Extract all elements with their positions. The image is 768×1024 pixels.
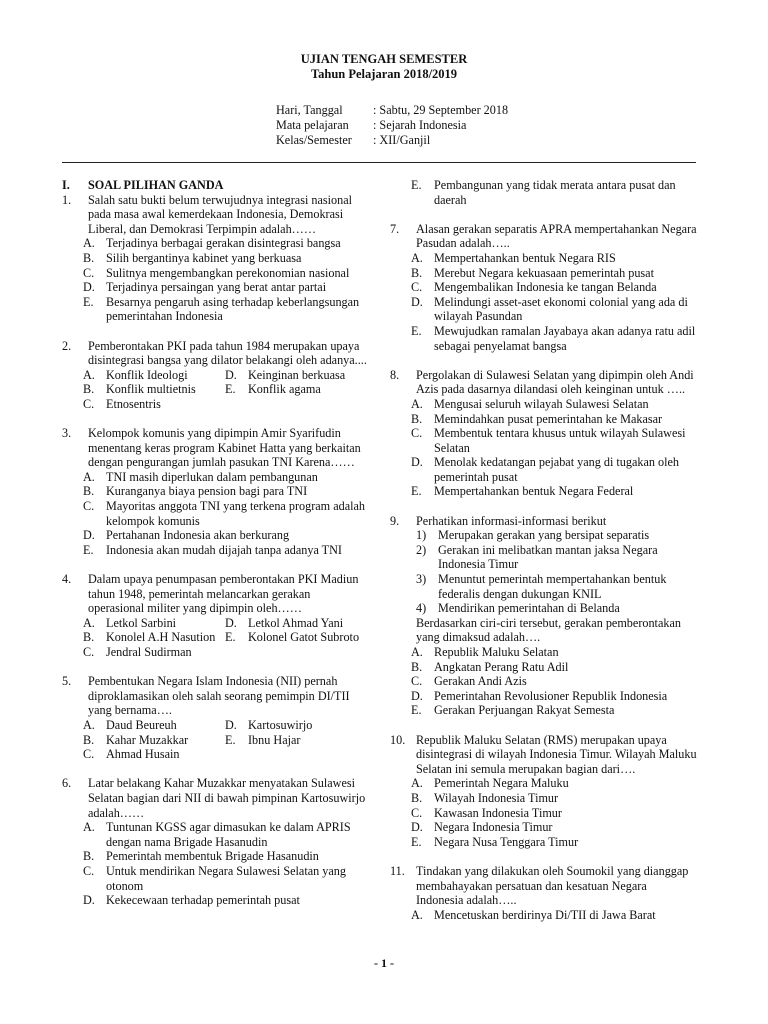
option-text: Pertahanan Indonesia akan berkurang	[106, 528, 290, 543]
question-1	[62, 193, 367, 324]
question-text: Pergolakan di Sulawesi Selatan yang dipimpin oleh Andi Azis pada dasarnya dilandasi oleh keinginan untuk …..	[416, 367, 694, 397]
option-letter: B.	[83, 732, 95, 747]
option-e	[62, 543, 367, 558]
option-a	[83, 368, 225, 383]
option-letter: A.	[411, 396, 423, 411]
option-text: Konflik agama	[248, 382, 321, 397]
option-text: Untuk mendirikan Negara Sulawesi Selatan yang otonom	[106, 863, 346, 893]
option-letter: E.	[411, 834, 422, 849]
statement-text: Merupakan gerakan yang bersipat separatis	[438, 528, 650, 543]
option-d	[62, 528, 367, 543]
option-text: Membentuk tentara khusus untuk wilayah Sulawesi Selatan	[434, 426, 686, 455]
option-text: Konflik multietnis	[106, 382, 196, 397]
option-letter: D.	[411, 820, 423, 835]
option-text: Etnosentris	[106, 396, 161, 411]
option-text: Wilayah Indonesia Timur	[434, 790, 559, 805]
option-a	[390, 908, 697, 923]
question-number: 11.	[390, 863, 405, 878]
option-e	[225, 630, 367, 645]
option-a	[83, 616, 225, 631]
question-text: Pemberontakan PKI pada tahun 1984 merupakan upaya disintegrasi bangsa yang dilator belakangi oleh adanya....	[88, 338, 367, 368]
question-number: 5.	[62, 674, 72, 689]
meta-label: Hari, Tanggal	[276, 103, 343, 117]
option-text: Sulitnya mengembangkan perekonomian nasional	[106, 265, 350, 280]
option-row	[62, 718, 367, 733]
option-letter: D.	[411, 294, 423, 309]
option-d	[390, 295, 697, 324]
option-text: Pembangunan yang tidak merata antara pusat dan daerah	[434, 178, 676, 207]
option-letter: C.	[411, 805, 423, 820]
option-letter: E.	[411, 703, 422, 718]
option-letter: D.	[225, 367, 237, 382]
question-number: 4.	[62, 572, 72, 587]
option-text: Kekecewaan terhadap pemerintah pusat	[106, 893, 300, 908]
question-8	[390, 368, 697, 499]
option-letter: E.	[83, 294, 94, 309]
option-text: Terjadinya berbagai gerakan disintegrasi bangsa	[106, 236, 341, 251]
option-text: Kolonel Gatot Subroto	[248, 630, 360, 645]
option-d	[390, 820, 697, 835]
question-5	[62, 674, 367, 762]
question-10	[390, 733, 697, 850]
option-letter: A.	[83, 717, 95, 732]
option-b	[390, 266, 697, 281]
option-letter: C.	[83, 863, 95, 878]
statement-text: Gerakan ini melibatkan mantan jaksa Negara Indonesia Timur	[438, 542, 658, 572]
option-letter: C.	[83, 396, 95, 411]
option-text: Kuranganya biaya pension bagi para TNI	[106, 484, 308, 499]
option-text: Gerakan Perjuangan Rakyat Semesta	[434, 703, 615, 718]
option-c	[390, 280, 697, 295]
option-letter: B.	[411, 265, 423, 280]
header-divider	[62, 162, 696, 163]
option-row	[62, 382, 367, 397]
option-text: Mempertahankan bentuk Negara RIS	[434, 250, 616, 265]
option-letter: B.	[83, 484, 95, 499]
question-4	[62, 572, 367, 660]
meta-label: Mata pelajaran	[276, 118, 349, 132]
question-text: Republik Maluku Selatan (RMS) merupakan upaya disintegrasi di wilayah Indonesia Timur. Wilayah Maluku Selatan ini semula merupakan bagian dari….	[416, 732, 697, 776]
statement-2	[390, 543, 697, 572]
option-b	[390, 412, 697, 427]
option-text: Pemerintahan Revolusioner Republik Indonesia	[434, 688, 668, 703]
option-a	[390, 251, 697, 266]
question-9	[390, 514, 697, 718]
option-letter: B.	[411, 790, 423, 805]
question-followup: Berdasarkan ciri-ciri tersebut, gerakan pemberontakan yang dimaksud adalah….	[416, 615, 681, 645]
option-c	[62, 864, 367, 893]
option-letter: E.	[411, 178, 422, 192]
option-letter: E.	[225, 382, 236, 397]
question-11	[390, 864, 697, 922]
option-row	[62, 368, 367, 383]
option-letter: D.	[225, 717, 237, 732]
option-letter: B.	[411, 659, 423, 674]
option-letter: D.	[411, 455, 423, 470]
option-letter: E.	[411, 323, 422, 338]
statement-text: Menuntut pemerintah mempertahankan bentuk federalis dengan dukungan KNIL	[438, 572, 667, 601]
question-number: 9.	[390, 513, 400, 528]
question-text: Perhatikan informasi-informasi berikut	[416, 513, 607, 528]
option-e	[390, 484, 697, 499]
option-a	[390, 397, 697, 412]
option-text: Negara Nusa Tenggara Timur	[434, 834, 579, 849]
option-b	[62, 484, 367, 499]
option-text: Konolel A.H Nasution	[106, 630, 216, 645]
option-letter: A.	[83, 236, 95, 251]
option-text: Terjadinya persaingan yang berat antar partai	[106, 280, 327, 295]
option-e	[390, 178, 697, 207]
option-c	[62, 397, 367, 412]
option-text: Memindahkan pusat pemerintahan ke Makasar	[434, 411, 663, 426]
option-c	[390, 674, 697, 689]
statement-number: 3)	[416, 572, 427, 587]
option-text: Mengusai seluruh wilayah Sulawesi Selatan	[434, 396, 649, 411]
meta-row-class	[276, 133, 508, 148]
option-letter: C.	[411, 674, 423, 689]
option-a	[390, 645, 697, 660]
option-b	[390, 660, 697, 675]
question-number: 8.	[390, 367, 400, 382]
option-letter: D.	[411, 688, 423, 703]
statement-3	[390, 572, 697, 601]
option-letter: C.	[83, 747, 95, 762]
statement-text: Mendirikan pemerintahan di Belanda	[438, 601, 620, 616]
option-letter: B.	[83, 849, 95, 864]
option-letter: D.	[83, 528, 95, 543]
question-3	[62, 426, 367, 557]
option-letter: C.	[411, 426, 423, 441]
option-text: Kawasan Indonesia Timur	[434, 805, 562, 820]
option-text: Negara Indonesia Timur	[434, 820, 553, 835]
option-letter: E.	[225, 630, 236, 645]
option-text: Ibnu Hajar	[248, 732, 301, 747]
option-d	[390, 689, 697, 704]
option-letter: B.	[83, 630, 95, 645]
option-text: Besarnya pengaruh asing terhadap keberlangsungan pemerintahan Indonesia	[106, 294, 360, 324]
option-letter: E.	[225, 732, 236, 747]
option-text: Keinginan berkuasa	[248, 367, 346, 382]
right-column	[390, 178, 697, 937]
question-text: Salah satu bukti belum terwujudnya integrasi nasional pada masa awal kemerdekaan Indonesia, Demokrasi Liberal, dan Demokrasi Terpimpin adalah……	[88, 192, 353, 236]
option-row	[62, 616, 367, 631]
option-text: Pemerintah Negara Maluku	[434, 776, 569, 791]
left-column	[62, 178, 367, 922]
page-number: - 1 -	[374, 956, 394, 970]
option-text: Gerakan Andi Azis	[434, 674, 527, 689]
exam-header	[0, 52, 768, 82]
option-a	[62, 820, 367, 849]
question-text: Latar belakang Kahar Muzakkar menyatakan Sulawesi Selatan bagian dari NII di bawah pimpinan Kartosuwirjo adalah……	[88, 776, 366, 820]
meta-label: Kelas/Semester	[276, 133, 352, 147]
option-text: Mempertahankan bentuk Negara Federal	[434, 484, 634, 499]
option-letter: E.	[83, 542, 94, 557]
option-letter: A.	[411, 645, 423, 659]
option-letter: C.	[83, 499, 95, 514]
question-number: 6.	[62, 776, 72, 791]
option-text: Konflik Ideologi	[106, 367, 188, 382]
exam-title: UJIAN TENGAH SEMESTER	[300, 52, 468, 66]
option-a	[390, 776, 697, 791]
option-letter: A.	[83, 820, 95, 835]
option-row	[62, 733, 367, 748]
meta-value: : Sabtu, 29 September 2018	[373, 103, 509, 117]
option-text: Jendral Sudirman	[106, 645, 192, 659]
option-text: Letkol Sarbini	[106, 615, 177, 630]
option-b	[62, 849, 367, 864]
question-6	[62, 776, 367, 907]
option-e	[225, 733, 367, 748]
option-letter: B.	[411, 411, 423, 426]
question-2	[62, 339, 367, 412]
option-letter: E.	[411, 484, 422, 499]
question-6-continued	[390, 178, 697, 207]
question-text: Dalam upaya penumpasan pemberontakan PKI Madiun tahun 1948, pemerintah melancarkan gerakan operasional militer yang dipimpin oleh……	[88, 572, 359, 616]
option-row	[62, 630, 367, 645]
option-text: Tuntunan KGSS agar dimasukan ke dalam APRIS dengan nama Brigade Hasanudin	[106, 820, 351, 849]
option-text: Mayoritas anggota TNI yang terkena program adalah kelompok komunis	[106, 499, 366, 528]
meta-row-date	[276, 103, 508, 118]
option-letter: A.	[411, 250, 423, 265]
option-text: Merebut Negara kekuasaan pemerintah pusat	[434, 265, 654, 280]
option-text: Pemerintah membentuk Brigade Hasanudin	[106, 849, 319, 864]
question-number: 3.	[62, 426, 72, 441]
option-letter: A.	[411, 776, 423, 791]
meta-value: : Sejarah Indonesia	[373, 118, 467, 132]
option-d	[225, 616, 367, 631]
section-number: I.	[62, 178, 70, 192]
option-text: Mengembalikan Indonesia ke tangan Belanda	[434, 280, 657, 295]
option-e	[225, 382, 367, 397]
option-letter: A.	[411, 907, 423, 922]
option-d	[225, 368, 367, 383]
option-b	[62, 251, 367, 266]
option-text: Indonesia akan mudah dijajah tanpa adanya TNI	[106, 542, 342, 557]
option-e	[390, 835, 697, 850]
question-number: 10.	[390, 732, 406, 747]
option-a	[83, 718, 225, 733]
question-text: Kelompok komunis yang dipimpin Amir Syarifudin menentang keras program Kabinet Hatta yang berkaitan dengan pengurangan jumlah pasukan TNI Karena……	[88, 426, 361, 470]
section-heading	[62, 178, 367, 193]
option-text: Republik Maluku Selatan	[434, 645, 559, 659]
option-e	[390, 703, 697, 718]
option-e	[390, 324, 697, 353]
option-text: Kartosuwirjo	[248, 717, 313, 732]
option-letter: D.	[83, 893, 95, 908]
option-text: Daud Beureuh	[106, 717, 177, 732]
option-letter: C.	[411, 280, 423, 295]
option-letter: A.	[83, 469, 95, 484]
statement-number: 4)	[416, 601, 427, 616]
option-d	[225, 718, 367, 733]
statement-1	[390, 528, 697, 543]
option-b	[390, 791, 697, 806]
question-text: Tindakan yang dilakukan oleh Soumokil yang dianggap membahayakan persatuan dan kesatuan Negara Indonesia adalah…..	[416, 863, 689, 908]
section-title: SOAL PILIHAN GANDA	[88, 178, 224, 192]
option-e	[62, 295, 367, 324]
option-b	[83, 733, 225, 748]
option-text: Kahar Muzakkar	[106, 732, 189, 747]
option-b	[83, 630, 225, 645]
option-c	[62, 747, 367, 762]
option-d	[390, 455, 697, 484]
exam-subtitle: Tahun Pelajaran 2018/2019	[310, 67, 458, 81]
question-number: 2.	[62, 338, 72, 353]
option-b	[83, 382, 225, 397]
option-text: Mencetuskan berdirinya Di/TII di Jawa Barat	[434, 907, 656, 922]
option-text: Mewujudkan ramalan Jayabaya akan adanya ratu adil sebagai penyelamat bangsa	[434, 323, 696, 353]
option-c	[62, 499, 367, 528]
option-letter: D.	[83, 280, 95, 295]
option-text: Ahmad Husain	[106, 747, 180, 762]
option-c	[62, 266, 367, 281]
option-text: Menolak kedatangan pejabat yang di tugakan oleh pemerintah pusat	[434, 455, 680, 484]
option-letter: A.	[83, 367, 95, 382]
question-number: 7.	[390, 221, 400, 236]
option-c	[390, 806, 697, 821]
option-letter: D.	[225, 615, 237, 630]
option-c	[390, 426, 697, 455]
question-text: Alasan gerakan separatis APRA mempertahankan Negara Pasudan adalah…..	[416, 221, 697, 251]
option-a	[62, 236, 367, 251]
option-d	[62, 893, 367, 908]
option-text: Letkol Ahmad Yani	[248, 615, 344, 630]
option-text: Angkatan Perang Ratu Adil	[434, 659, 569, 674]
option-letter: B.	[83, 382, 95, 397]
meta-value: : XII/Ganjil	[373, 133, 431, 147]
option-text: Melindungi asset-aset ekonomi colonial yang ada di wilayah Pasundan	[434, 294, 688, 324]
question-number: 1.	[62, 192, 72, 207]
option-c	[62, 645, 367, 660]
option-letter: C.	[83, 265, 95, 280]
meta-row-subject	[276, 118, 508, 133]
option-letter: A.	[83, 615, 95, 630]
statement-number: 1)	[416, 528, 427, 543]
option-text: TNI masih diperlukan dalam pembangunan	[106, 469, 318, 484]
option-d	[62, 280, 367, 295]
option-letter: B.	[83, 250, 95, 265]
option-letter: C.	[83, 645, 95, 659]
statement-4	[390, 601, 697, 616]
exam-meta	[276, 103, 508, 148]
option-a	[62, 470, 367, 485]
option-text: Silih bergantinya kabinet yang berkuasa	[106, 250, 302, 265]
statement-number: 2)	[416, 542, 427, 557]
question-text: Pembentukan Negara Islam Indonesia (NII) pernah diproklamasikan oleh salah seorang pemimpin DI/TII yang bernama….	[88, 674, 350, 718]
question-7	[390, 222, 697, 353]
